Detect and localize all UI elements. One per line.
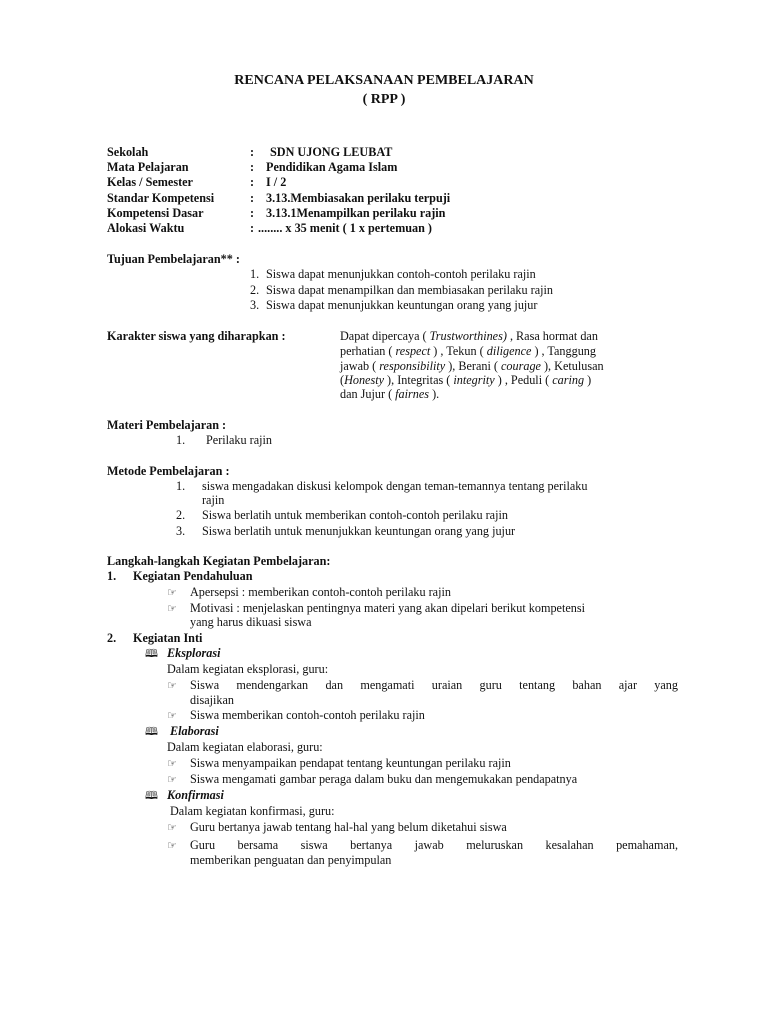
karakter-line-4 xyxy=(340,373,591,388)
value-kompetensi-dasar: 3.13.1Menampilkan perilaku rajin xyxy=(266,206,446,220)
materi-item: Perilaku rajin xyxy=(206,433,272,447)
value-alokasi-waktu: ........ x 35 menit ( 1 x pertemuan ) xyxy=(258,221,432,235)
pendahuluan-item: Apersepsi : memberikan contoh-contoh perilaku rajin xyxy=(190,585,451,599)
konfirmasi-item-cont: memberikan penguatan dan penyimpulan xyxy=(190,853,392,867)
doc-title: RENCANA PELAKSANAAN PEMBELAJARAN xyxy=(234,73,534,88)
eksplorasi-item-cont: disajikan xyxy=(190,693,235,707)
pointing-hand-icon: ☞ xyxy=(167,757,177,770)
term-responsibility: responsibility xyxy=(379,359,446,373)
tujuan-item: Siswa dapat menunjukkan contoh-contoh perilaku rajin xyxy=(266,267,536,281)
metode-item: Siswa berlatih untuk menunjukkan keuntungan orang yang jujur xyxy=(202,524,516,538)
list-number: 2. xyxy=(176,508,186,522)
doc-subtitle: ( RPP ) xyxy=(362,92,406,107)
text: ) , Tekun ( xyxy=(430,344,487,358)
text: ) , Peduli ( xyxy=(494,373,553,387)
text: ) , Tanggung xyxy=(531,344,596,358)
pendahuluan-item: Motivasi : menjelaskan pentingnya materi yang akan dipelari berikut kompetensi xyxy=(190,601,585,615)
langkah-heading: Langkah-langkah Kegiatan Pembelajaran: xyxy=(107,554,331,568)
value-standar-kompetensi: 3.13.Membiasakan perilaku terpuji xyxy=(266,191,451,205)
open-book-icon: 🕮 xyxy=(145,725,158,738)
eksplorasi-item: Siswa memberikan contoh-contoh perilaku rajin xyxy=(190,708,425,722)
pointing-hand-icon: ☞ xyxy=(167,679,177,692)
tujuan-item: Siswa dapat menampilkan dan membiasakan perilaku rajin xyxy=(266,283,553,297)
tujuan-heading: Tujuan Pembelajaran** : xyxy=(107,252,240,266)
label-kompetensi-dasar: Kompetensi Dasar xyxy=(107,206,204,220)
term-caring: caring xyxy=(552,373,585,387)
text: perhatian ( xyxy=(340,344,396,358)
list-number: 1. xyxy=(176,433,186,447)
term-fairnes: fairnes xyxy=(395,387,430,401)
tujuan-item: Siswa dapat menunjukkan keuntungan orang yang jujur xyxy=(266,298,538,312)
open-book-icon: 🕮 xyxy=(145,789,158,802)
text: ), Integritas ( xyxy=(384,373,454,387)
metode-heading: Metode Pembelajaran : xyxy=(107,464,230,478)
konfirmasi-title: Konfirmasi xyxy=(167,788,224,802)
list-number: 1. xyxy=(107,569,117,583)
colon: : xyxy=(250,175,255,189)
value-sekolah: SDN UJONG LEUBAT xyxy=(270,145,393,159)
karakter-line-3 xyxy=(340,359,604,374)
eksplorasi-title: Eksplorasi xyxy=(167,646,221,660)
text: ) xyxy=(584,373,592,387)
karakter-line-1 xyxy=(340,329,598,344)
konfirmasi-intro: Dalam kegiatan konfirmasi, guru: xyxy=(170,804,335,818)
label-kelas-semester: Kelas / Semester xyxy=(107,175,193,189)
term-honesty: Honesty xyxy=(344,373,384,387)
konfirmasi-item: Guru bersama siswa bertanya jawab meluruskan kesalahan pemahaman, xyxy=(190,838,678,852)
list-number: 2. xyxy=(250,283,260,297)
pendahuluan-item-cont: yang harus dikuasi siswa xyxy=(190,615,312,629)
list-number: 1. xyxy=(176,479,186,493)
term-courage: courage xyxy=(501,359,541,373)
karakter-line-2 xyxy=(340,344,596,359)
text: , Rasa hormat dan xyxy=(509,329,598,343)
colon: : xyxy=(250,191,255,205)
eksplorasi-intro: Dalam kegiatan eksplorasi, guru: xyxy=(167,662,329,676)
text: Dapat dipercaya ( xyxy=(340,329,427,343)
materi-heading: Materi Pembelajaran : xyxy=(107,418,227,432)
text: dan Jujur ( xyxy=(340,387,396,401)
metode-item: Siswa berlatih untuk memberikan contoh-contoh perilaku rajin xyxy=(202,508,508,522)
metode-item: siswa mengadakan diskusi kelompok dengan teman-temannya tentang perilaku xyxy=(202,479,588,493)
value-mata-pelajaran: Pendidikan Agama Islam xyxy=(266,160,398,174)
label-alokasi-waktu: Alokasi Waktu xyxy=(107,221,185,235)
text: ). xyxy=(429,387,440,401)
pointing-hand-icon: ☞ xyxy=(167,839,177,852)
colon: : xyxy=(250,160,255,174)
term-respect: respect xyxy=(395,344,431,358)
konfirmasi-item: Guru bertanya jawab tentang hal-hal yang belum diketahui siswa xyxy=(190,820,507,834)
list-number: 3. xyxy=(176,524,186,538)
elaborasi-intro: Dalam kegiatan elaborasi, guru: xyxy=(167,740,323,754)
label-standar-kompetensi: Standar Kompetensi xyxy=(107,191,215,205)
text: ), Ketulusan xyxy=(540,359,604,373)
label-mata-pelajaran: Mata Pelajaran xyxy=(107,160,189,174)
list-number: 2. xyxy=(107,631,117,645)
karakter-line-5 xyxy=(340,387,439,402)
text: ), Berani ( xyxy=(445,359,502,373)
colon: : xyxy=(250,221,255,235)
elaborasi-item: Siswa mengamati gambar peraga dalam buku dan mengemukakan pendapatnya xyxy=(190,772,578,786)
text: ( xyxy=(340,373,345,387)
metode-item-cont: rajin xyxy=(202,493,225,507)
inti-title: Kegiatan Inti xyxy=(133,631,203,645)
pointing-hand-icon: ☞ xyxy=(167,821,177,834)
term-trustworthines: Trustworthines) xyxy=(426,329,510,343)
pointing-hand-icon: ☞ xyxy=(167,586,177,599)
karakter-heading: Karakter siswa yang diharapkan : xyxy=(107,329,286,343)
elaborasi-item: Siswa menyampaikan pendapat tentang keuntungan perilaku rajin xyxy=(190,756,511,770)
pointing-hand-icon: ☞ xyxy=(167,602,177,615)
value-kelas-semester: I / 2 xyxy=(266,175,287,189)
list-number: 3. xyxy=(250,298,260,312)
pointing-hand-icon: ☞ xyxy=(167,773,177,786)
colon: : xyxy=(250,145,255,159)
term-diligence: diligence xyxy=(486,344,532,358)
term-integrity: integrity xyxy=(453,373,495,387)
colon: : xyxy=(250,206,255,220)
open-book-icon: 🕮 xyxy=(145,647,158,660)
list-number: 1. xyxy=(250,267,260,281)
elaborasi-title: Elaborasi xyxy=(170,724,219,738)
pendahuluan-title: Kegiatan Pendahuluan xyxy=(133,569,253,583)
pointing-hand-icon: ☞ xyxy=(167,709,177,722)
text: jawab ( xyxy=(340,359,380,373)
eksplorasi-item: Siswa mendengarkan dan mengamati uraian guru tentang bahan ajar yang xyxy=(190,678,678,692)
label-sekolah: Sekolah xyxy=(107,145,149,159)
